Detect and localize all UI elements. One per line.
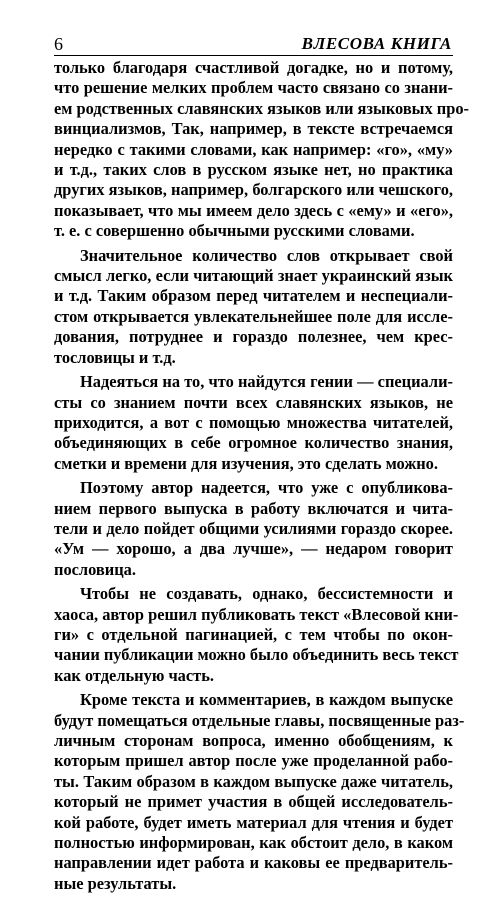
text-line: «Ум — хорошо, а два лучше», — недаром говорит — [54, 539, 453, 559]
text-line: которым пришел автор после уже проделанной рабо- — [54, 751, 453, 771]
paragraph — [54, 690, 465, 894]
text-line: нием первого выпуска в работу включатся и чита- — [54, 498, 453, 518]
text-line: смысл легко, если читающий знает украинский язык — [54, 266, 453, 286]
text-line: Чтобы не создавать, однако, бессистемности и — [80, 584, 453, 604]
running-title: ВЛЕСОВА КНИГА — [301, 34, 452, 53]
text-line: дования, потруднее и гораздо полезнее, чем крес- — [54, 327, 453, 347]
text-line: чании публикации можно было объединить весь текст — [54, 645, 459, 665]
text-line: кой работе, будет иметь материал для чтения и будет — [54, 812, 453, 832]
text-line: который не примет участия в общей исследователь- — [54, 792, 453, 812]
paragraph — [54, 584, 459, 686]
text-line: Значительное количество слов открывает свой — [80, 245, 453, 265]
text-line: что решение мелких проблем часто связано со знани- — [54, 78, 453, 98]
text-line: ем родственных славянских языков или языковых про- — [54, 98, 469, 118]
text-line: и т.д. Таким образом перед читателем и неспециали- — [54, 286, 453, 306]
text-line: личным сторонам вопроса, именно обобщениям, к — [54, 731, 453, 750]
text-line: направлении идет работа и каковы ее предваритель- — [54, 853, 453, 873]
text-line: как отдельную часть. — [54, 665, 214, 685]
text-line: ты. Таким образом в каждом выпуске даже читатель, — [54, 771, 453, 791]
text-line: приходится, а вот с помощью множества читателей, — [54, 412, 453, 432]
text-line: Поэтому автор надеется, что уже с опубликова- — [80, 478, 453, 498]
header-rule — [54, 55, 453, 56]
text-line: винциализмов, Так, например, в тексте встречаемся — [54, 119, 453, 139]
paragraph — [54, 478, 453, 580]
text-line: полностью информирован, как обстоит дело, в каком — [54, 833, 453, 853]
text-line: только благодаря счастливой догадке, но и потому, — [54, 58, 453, 77]
text-line: ные результаты. — [54, 873, 177, 893]
page-number: 6 — [54, 34, 63, 54]
text-line: сметки и времени для изучения, это сделать можно. — [54, 453, 438, 473]
page-header — [54, 32, 452, 54]
body-text — [54, 58, 469, 898]
text-line: сты со знанием почти всех славянских языков, не — [54, 392, 453, 412]
text-line: Надеяться на то, что найдутся гении — специали- — [80, 372, 453, 392]
paragraph — [54, 58, 469, 242]
paragraph — [54, 246, 453, 368]
text-line: будут помещаться отдельные главы, посвященные раз- — [54, 710, 465, 730]
text-line: показывает, что мы имеем дело здесь с «ему» и «его», — [54, 200, 453, 220]
paragraph — [54, 372, 453, 474]
text-line: нередко с такими словами, как например: «го», «му» — [54, 139, 453, 159]
text-line: пословица. — [54, 559, 136, 579]
text-line: Кроме текста и комментариев, в каждом выпуске — [80, 690, 453, 710]
text-line: стом открывается увлекательнейшее поле для иссле- — [54, 306, 453, 326]
text-line: ги» с отдельной пагинацией, с тем чтобы по окон- — [54, 624, 453, 644]
text-line: и т.д., таких слов в русском языке нет, но практика — [54, 160, 453, 180]
text-line: тословицы и т.д. — [54, 347, 176, 367]
text-line: тели и дело пойдет общими усилиями гораздо скорее. — [54, 518, 453, 538]
text-line: других языков, например, болгарского или чешского, — [54, 180, 453, 200]
text-line: т. е. с совершенно обычными русскими словами. — [54, 221, 415, 241]
text-line: объединяющих в себе огромное количество знания, — [54, 433, 453, 453]
text-line: хаоса, автор решил публиковать текст «Влесовой кни- — [54, 604, 459, 624]
